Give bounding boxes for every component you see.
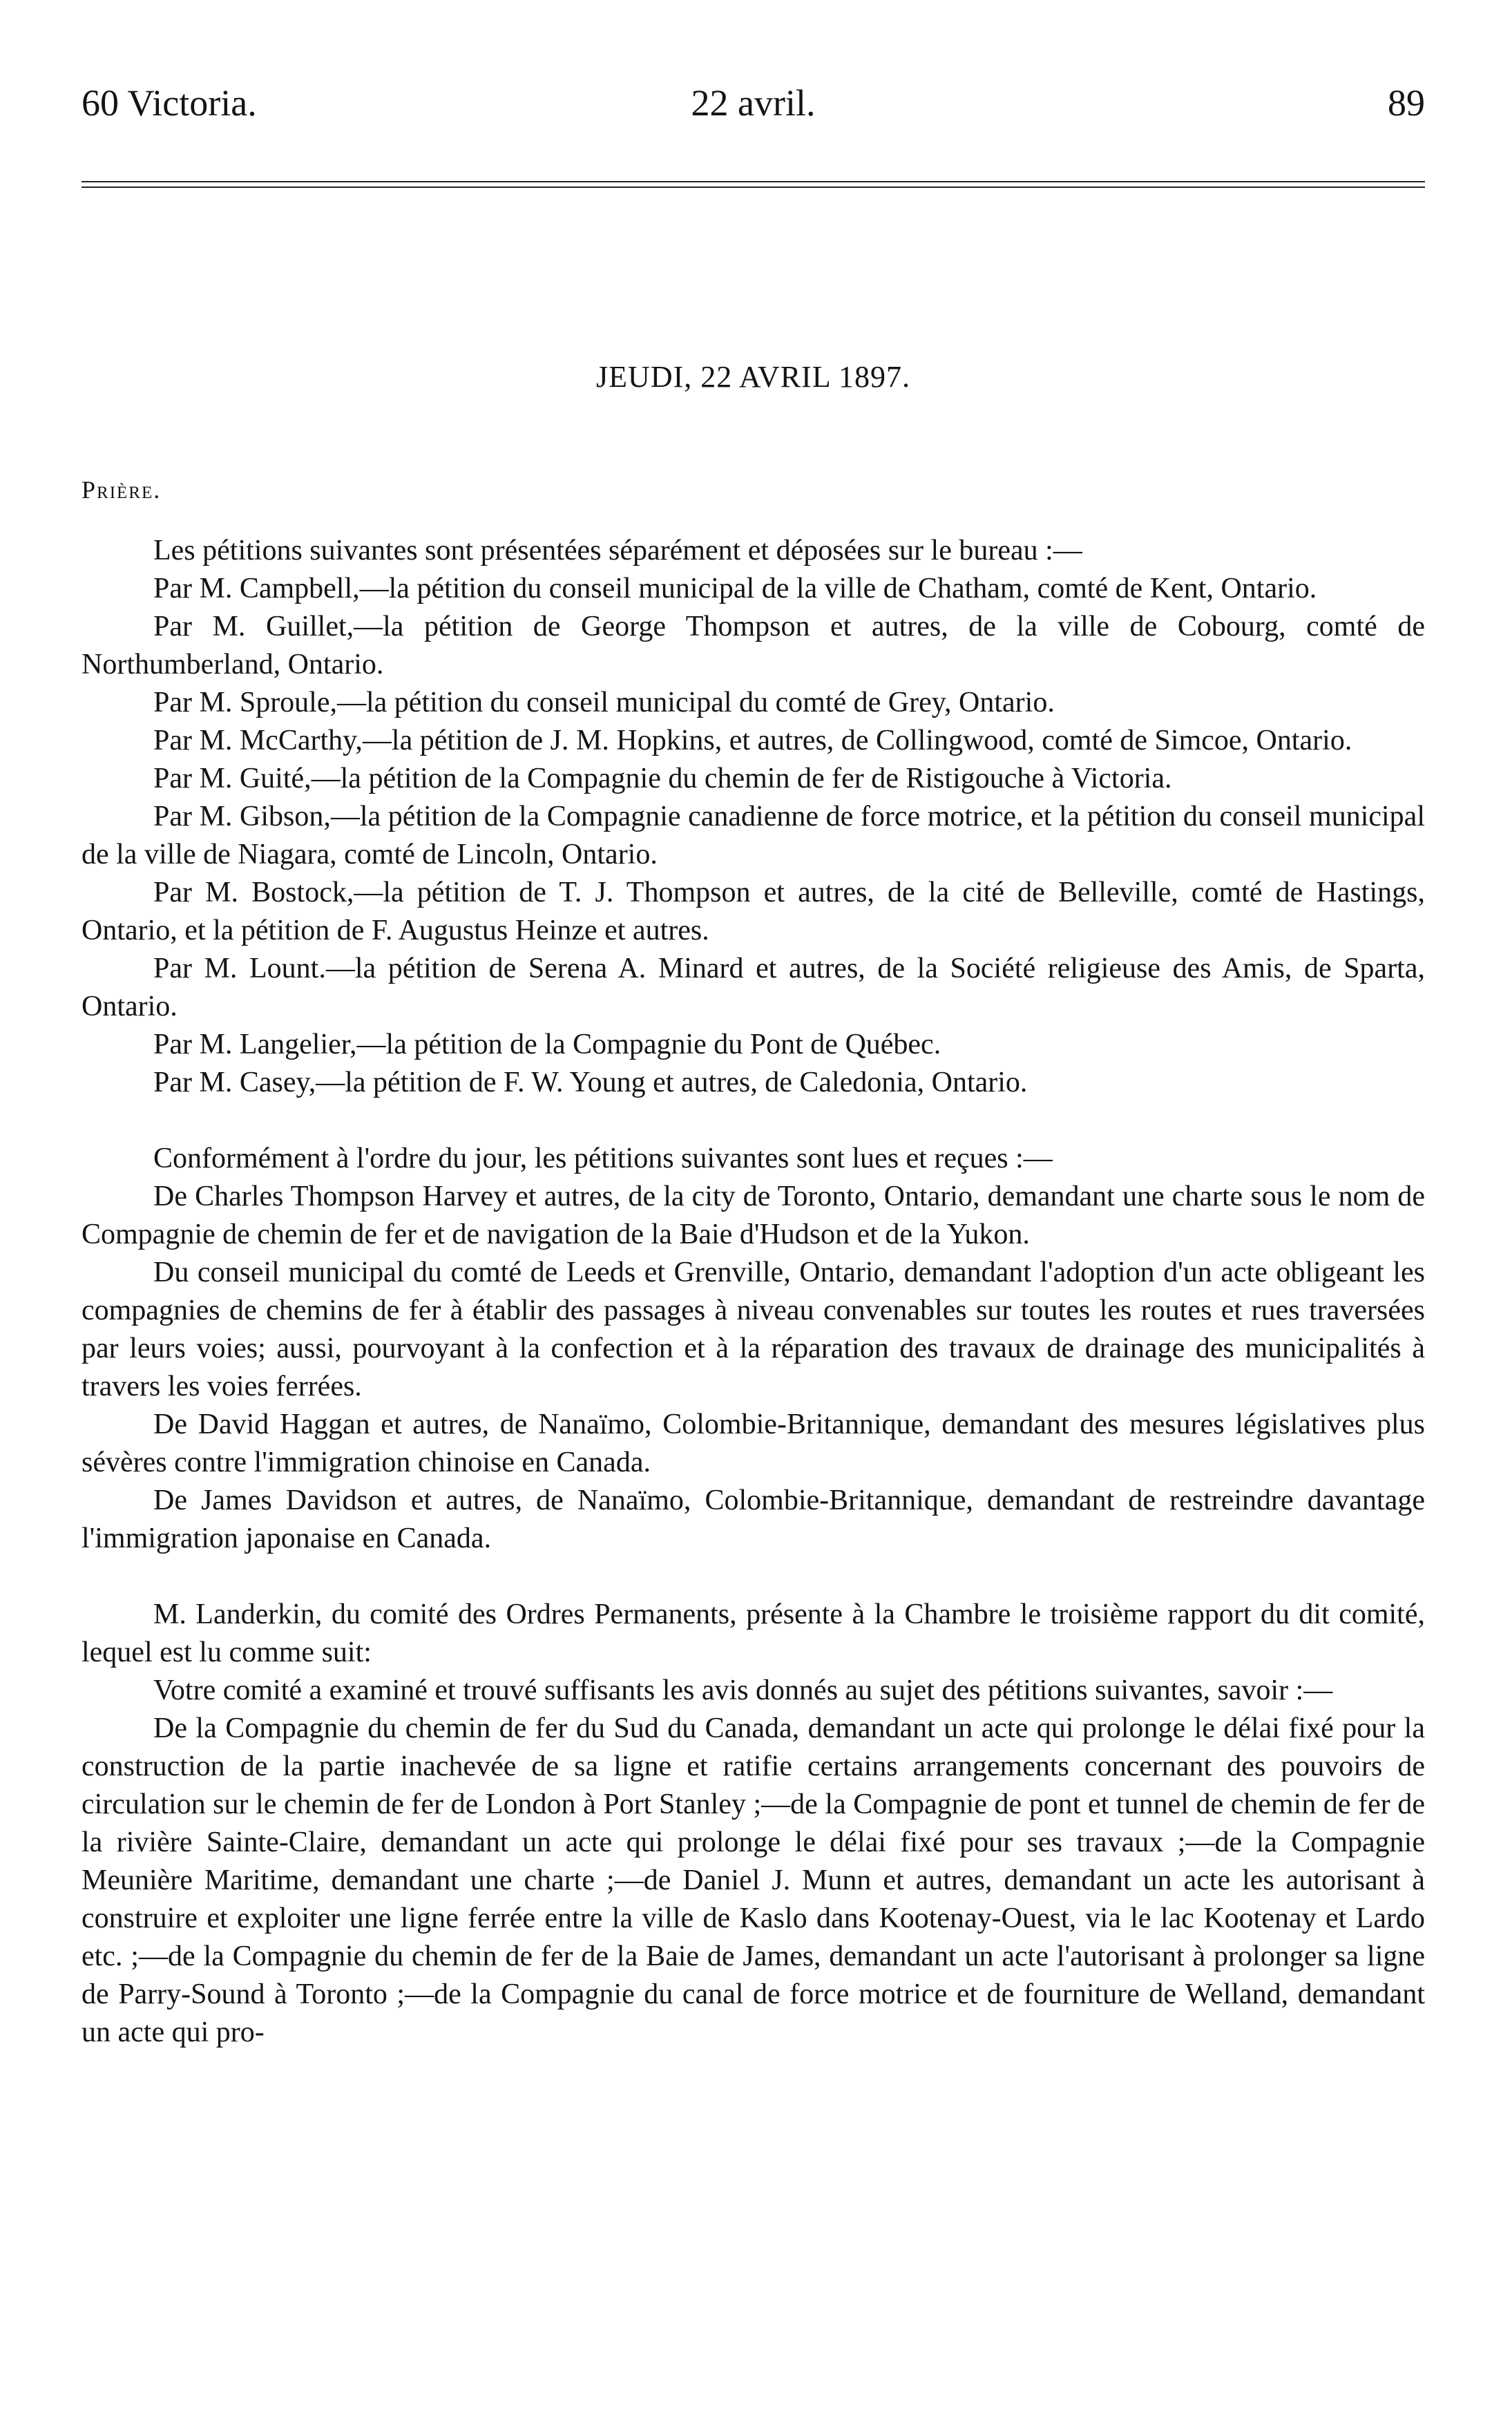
paragraph: Par M. Casey,—la pétition de F. W. Young et autres, de Caledonia, Ontario. xyxy=(153,1067,1028,1098)
section-gap xyxy=(82,1558,1425,1596)
paragraph: Par M. Guité,—la pétition de la Compagnie du chemin de fer de Ristigouche à Victoria. xyxy=(153,763,1172,794)
paragraph: De la Compagnie du chemin de fer du Sud du Canada, demandant un acte qui prolonge le délai fixé pour la construction de la partie inachevée de sa ligne et ratifie certains arrangements concernant des pouvoirs de circulation sur le chemin de fer de London à Port Stanley ;—de la Compagnie de pont et tunnel de chemin de fer de la rivière Sainte-Claire, demandant un acte qui prolonge le délai fixé pour ses travaux ;—de la Compagnie Meunière Maritime, demandant une charte ;—de Daniel J. Munn et autres, demandant un acte les autorisant à construire et exploiter une ligne ferrée entre la ville de Kaslo dans Kootenay-Ouest, via le lac Kootenay et Lardo etc. ;—de la Compagnie du chemin de fer de la Baie de James, demandant un acte l'autorisant à prolonger sa ligne de Parry-Sound à Toronto ;—de la Compagnie du canal de force motrice et de fourniture de Welland, demandant un acte qui pro- xyxy=(82,1713,1425,2048)
paragraph: Par M. Lount.—la pétition de Serena A. Minard et autres, de la Société religieuse des Amis, de Sparta, Ontario. xyxy=(82,953,1425,1022)
header-rule xyxy=(82,181,1425,188)
paragraph: Par M. Bostock,—la pétition de T. J. Thompson et autres, de la cité de Belleville, comté de Hastings, Ontario, et la pétition de F. Augustus Heinze et autres. xyxy=(82,877,1425,946)
date-heading: JEUDI, 22 AVRIL 1897. xyxy=(596,360,910,394)
paragraph: Par M. Langelier,—la pétition de la Compagnie du Pont de Québec. xyxy=(153,1029,941,1060)
paragraph: Par M. Sproule,—la pétition du conseil municipal du comté de Grey, Ontario. xyxy=(153,687,1055,718)
paragraph: M. Landerkin, du comité des Ordres Permanents, présente à la Chambre le troisième rapport du dit comité, lequel est lu comme suit: xyxy=(82,1599,1425,1668)
paragraph: De James Davidson et autres, de Nanaïmo, Colombie-Britannique, demandant de restreindre davantage l'immigration japonaise en Canada. xyxy=(82,1485,1425,1554)
paragraph: Les pétitions suivantes sont présentées séparément et déposées sur le bureau :— xyxy=(153,535,1082,566)
paragraph: Par M. McCarthy,—la pétition de J. M. Hopkins, et autres, de Collingwood, comté de Simcoe, Ontario. xyxy=(153,725,1352,756)
paragraph: Votre comité a examiné et trouvé suffisants les avis donnés au sujet des pétitions suivantes, savoir :— xyxy=(153,1675,1333,1706)
paragraph: De David Haggan et autres, de Nanaïmo, Colombie-Britannique, demandant des mesures législatives plus sévères contre l'immigration chinoise en Canada. xyxy=(82,1409,1425,1478)
section-gap xyxy=(82,1102,1425,1140)
paragraph: Par M. Gibson,—la pétition de la Compagnie canadienne de force motrice, et la pétition du conseil municipal de la ville de Niagara, comté de Lincoln, Ontario. xyxy=(82,801,1425,870)
paragraph: Du conseil municipal du comté de Leeds et Grenville, Ontario, demandant l'adoption d'un acte obligeant les compagnies de chemins de fer à établir des passages à niveau convenables sur toutes les routes et rues traversées par leurs voies; aussi, pourvoyant à la confection et à la réparation des travaux de drainage des municipalités à travers les voies ferrées. xyxy=(82,1257,1425,1402)
page-number: 89 xyxy=(1388,82,1425,124)
header-date: 22 avril. xyxy=(691,82,816,124)
header-volume: 60 Victoria. xyxy=(82,82,257,124)
paragraph: Conformément à l'ordre du jour, les pétitions suivantes sont lues et reçues :— xyxy=(153,1143,1053,1174)
paragraph: De Charles Thompson Harvey et autres, de la city de Toronto, Ontario, demandant une charte sous le nom de Compagnie de chemin de fer et de navigation de la Baie d'Hudson et de la Yukon. xyxy=(82,1181,1425,1250)
body-text xyxy=(82,532,1425,2052)
priere-label: Prière. xyxy=(82,476,162,504)
paragraph: Par M. Guillet,—la pétition de George Thompson et autres, de la ville de Cobourg, comté de Northumberland, Ontario. xyxy=(82,611,1425,680)
journal-page xyxy=(82,0,1425,2413)
paragraph: Par M. Campbell,—la pétition du conseil municipal de la ville de Chatham, comté de Kent, Ontario. xyxy=(153,573,1317,604)
running-header xyxy=(82,82,1425,137)
